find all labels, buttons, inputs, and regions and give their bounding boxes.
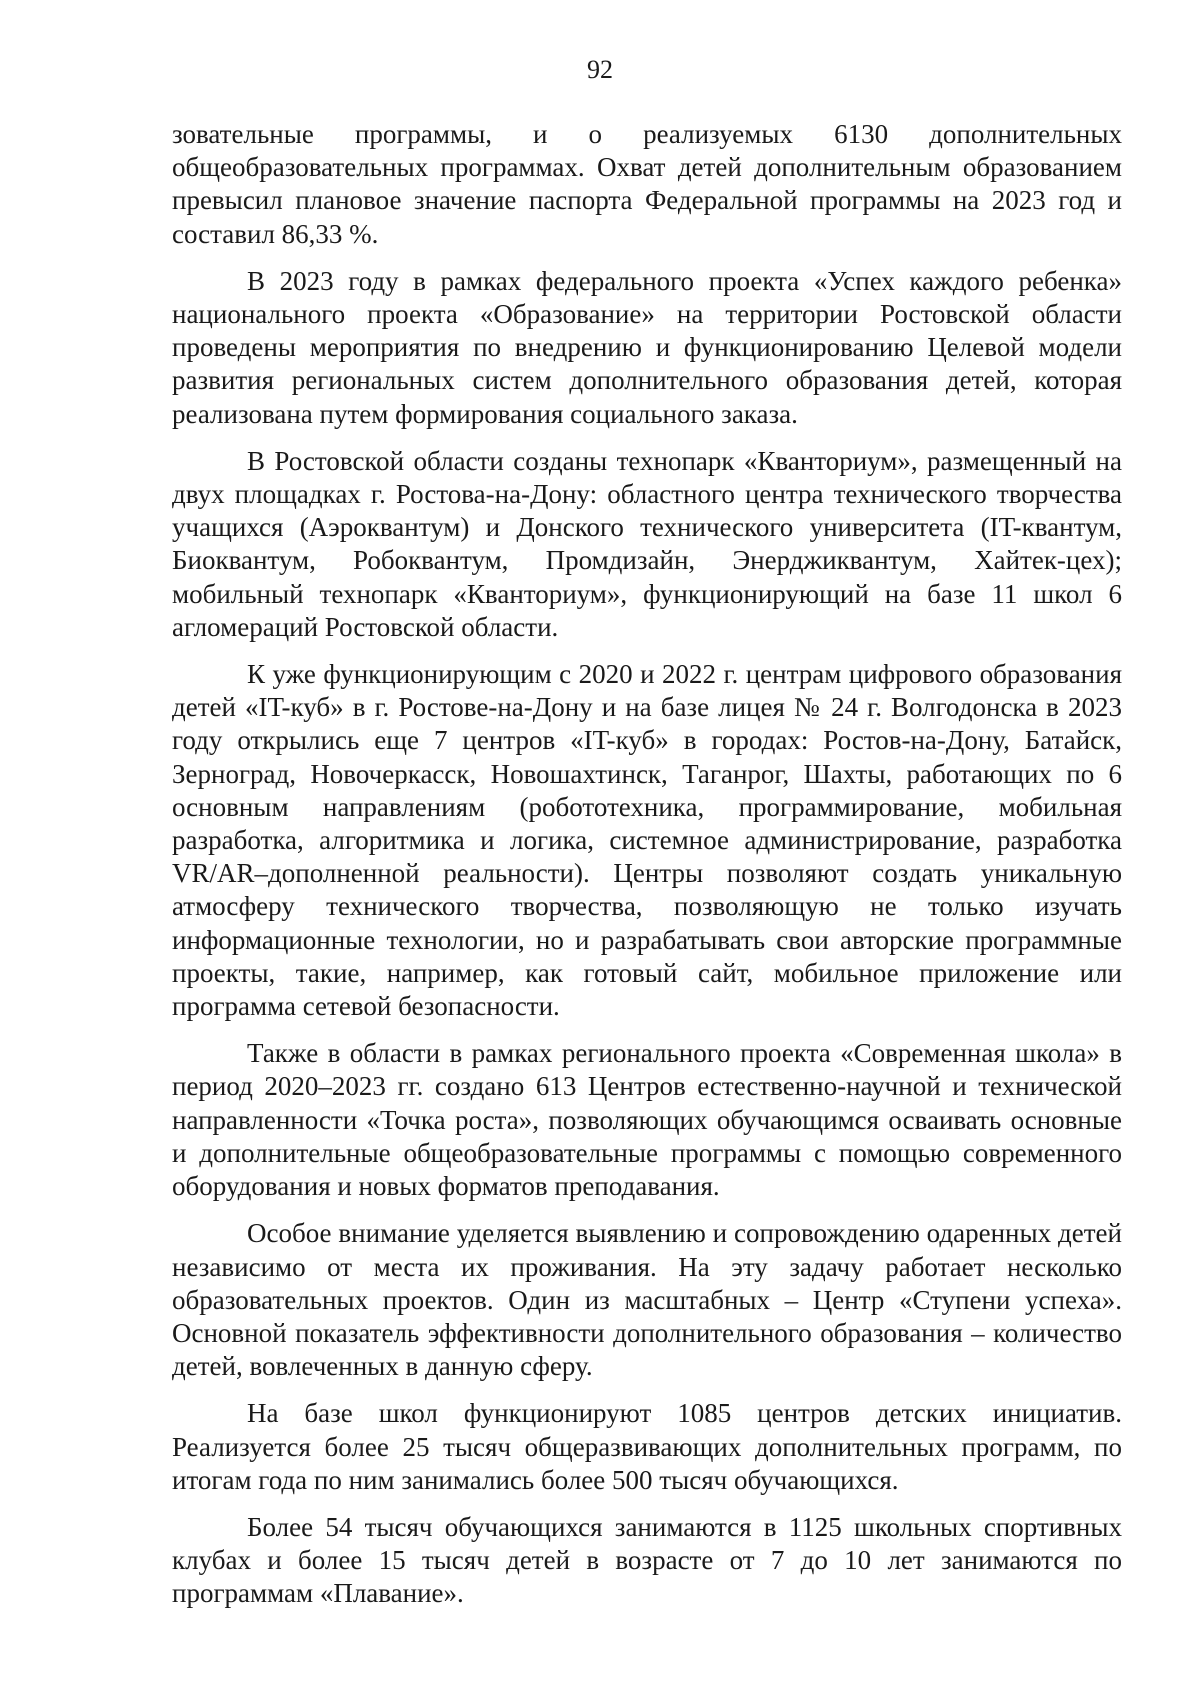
paragraph-4: К уже функционирующим с 2020 и 2022 г. центрам цифрового образования детей «IT-куб» в г. Ростове-на-Дону и на базе лицея № 24 г. Волгодонска в 2023 году открылись еще 7 центров «IT-куб» в городах: Ростов-на-Дону, Батайск, Зерноград, Новочеркасск, Новошахтинск, Таганрог, Шахты, работающих по 6 основным направлениям (робототехника, программирование, мобильная разработка, алгоритмика и логика, системное администрирование, разработка VR/AR–дополненной реальности). Центры позволяют создать уникальную атмосферу технического творчества, позволяющую не только изучать информационные технологии, но и разрабатывать свои авторские программные проекты, такие, например, как готовый сайт, мобильное приложение или программа сетевой безопасности. [172,659,1122,1022]
paragraph-1: зовательные программы, и о реализуемых 6130 дополнительных общеобразовательных программах. Охват детей дополнительным образованием превысил плановое значение паспорта Федеральной программы на 2023 год и составил 86,33 %. [172,119,1122,249]
paragraph-6: Особое внимание уделяется выявлению и сопровождению одаренных детей независимо от места их проживания. На эту задачу работает несколько образовательных проектов. Один из масштабных – Центр «Ступени успеха». Основной показатель эффективности дополнительного образования – количество детей, вовлеченных в данную сферу. [172,1218,1122,1382]
paragraph-3: В Ростовской области созданы технопарк «Кванториум», размещенный на двух площадках г. Ростова-на-Дону: областного центра технического творчества учащихся (Аэроквантум) и Донского технического университета (IT-квантум, Биоквантум, Робоквантум, Промдизайн, Энерджиквантум, Хайтек-цех); мобильный технопарк «Кванториум», функционирующий на базе 11 школ 6 агломераций Ростовской области. [172,445,1122,642]
paragraph-7: На базе школ функционируют 1085 центров детских инициатив. Реализуется более 25 тысяч общеразвивающих дополнительных программ, по итогам года по ним занимались более 500 тысяч обучающихся. [172,1398,1122,1495]
paragraph-5: Также в области в рамках регионального проекта «Современная школа» в период 2020–2023 гг. создано 613 Центров естественно-научной и технической направленности «Точка роста», позволяющих обучающимся осваивать основные и дополнительные общеобразовательные программы с помощью современного оборудования и новых форматов преподавания. [172,1038,1122,1202]
paragraph-2: В 2023 году в рамках федерального проекта «Успех каждого ребенка» национального проекта «Образование» на территории Ростовской области проведены мероприятия по внедрению и функционированию Целевой модели развития региональных систем дополнительного образования детей, которая реализована путем формирования социального заказа. [172,265,1122,429]
page-number: 92 [587,55,613,84]
paragraph-8: Более 54 тысяч обучающихся занимаются в 1125 школьных спортивных клубах и более 15 тысяч детей в возрасте от 7 до 10 лет занимаются по программам «Плавание». [172,1511,1122,1609]
document-body [172,118,1122,1625]
